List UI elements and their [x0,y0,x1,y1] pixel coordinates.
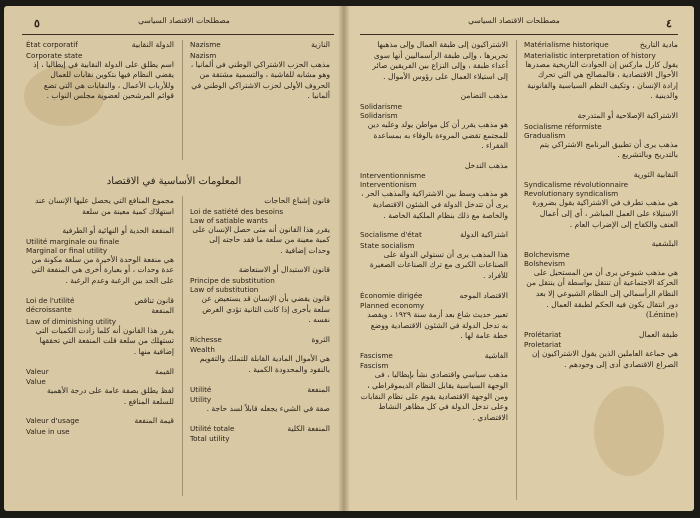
english-term: State socialism [360,240,415,250]
arabic-definition: هو مذهب يقرر أن كل مواطن يولد وعليه دين للمجتمع تقضي المروءة بالوفاء به بمساعدة الفقراء . [367,119,508,151]
entry [190,196,330,256]
french-term: Utilité totale [190,423,235,433]
arabic-term: الاشتراكية الإصلاحية أو المتدرجة [577,110,678,120]
entry [524,239,678,321]
entry [26,367,174,408]
arabic-definition: يقرر هذا القانون أنه متى حصل الإنسان على كمية معينة من سلعة ما فقد حاجته إلى وحدات إضافية . [192,224,330,255]
french-term: Socialisme réformiste [524,121,602,131]
arabic-term: المنفعة [307,384,330,394]
entry [360,291,508,342]
english-term: Fascism [360,361,389,371]
left-page [4,6,344,511]
english-term: Law of substitution [190,284,259,294]
column-divider [516,40,517,500]
entry-column-top-left [26,40,174,111]
column-divider [182,196,183,496]
entry [360,161,508,221]
french-term: Bolchevisme [524,249,570,259]
entry [190,40,330,102]
english-term: Interventionism [360,180,417,190]
french-term: Richesse [190,334,222,344]
right-page [344,6,694,511]
arabic-definition: هو مذهب وسط بين الاشتراكية والمذهب الحر ، يرى أن تتدخل الدولة في الشئون الاقتصادية والخاصة مع ذلك بنظام الملكية الخاصة . [360,189,508,220]
arabic-definition: تعبير حديث شاع بعد أزمة سنة ١٩٢٩ ، ويقصد به تدخل الدولة في الشئون الاقتصادية ووضع خطة عامة لها . [367,310,508,341]
header-rule [360,34,678,35]
arabic-term: الفاشية [484,350,508,360]
arabic-definition: اسم يطلق على الدولة النقابية في إيطاليا ، إذ يقضي النظام فيها بتكوين نقابات للعمال وللأرباب الأعمال ، والنقابات هي التي تضع قوائم المرشحين لعضوية مجلس النواب . [33,59,174,101]
entry [524,40,678,102]
entry-column-top-right [190,40,330,111]
english-term: Solidarism [360,110,398,120]
arabic-term: مادية التاريخ [639,40,678,49]
entry [524,170,678,230]
entry-column-right [524,40,678,379]
french-term: Principe de substitution [190,275,275,285]
french-term: État corporatif [26,40,78,49]
entry [524,111,678,161]
arabic-term: اشتراكية الدولة [460,230,508,240]
english-term: Revolutionary syndicalism [524,189,619,199]
entry [360,91,508,151]
entry [26,196,174,217]
english-term: Total utility [190,434,230,444]
arabic-term: القيمة [154,366,174,376]
arabic-term: الثروة [311,334,330,344]
arabic-term: قيمة المنفعة [134,416,174,426]
book-gutter [338,6,350,511]
french-term: Prolétariat [524,329,562,339]
entry [190,265,330,325]
entry [26,226,174,286]
arabic-definition: لفظ يطلق بصفة عامة على درجة الأهمية للسلعة المنافع . [46,386,174,406]
french-term: Fascisme [360,350,393,360]
section-title: المعلومات الأساسية في الاقتصاد [106,176,242,187]
arabic-term: قانون تناقص المنفعة [134,295,174,316]
page-number: ٤ [666,17,672,30]
french-term: Économie dirigée [360,290,423,300]
english-term: Value [26,377,46,387]
entry-column-left [360,40,508,432]
arabic-definition: مذهب سياسي واقتصادي نشأ بإيطاليا ، فى الوجهة السياسية يقابل النظام الديموقراطي ، ومن الوجهة الاقتصادية يقوم على نظام النقابات وعلى تدخل الدولة في كل مظاهر النشاط الاقتصادي . [360,370,508,422]
entry [190,335,330,376]
french-term: Loi de l'utilité décroissante [26,295,75,314]
header-rule [22,34,334,35]
french-term: Matérialisme historique [524,40,609,49]
arabic-term: النازية [311,40,330,49]
french-term: Socialisme d'état [360,230,422,240]
french-term: Interventionnisme [360,171,426,181]
arabic-definition: الاشتراكيون إلى طبقة العمال وإلى مذهبها تحريرها ، وإلى طبقة الرأسماليين أنها سوى أعداء طبقة ، وإلى النزاع بين الفريقين صائر إلى استيلاء العمال على رؤوس الأموال . [372,40,508,81]
english-term: Materialistic interpretation of history [524,50,656,60]
arabic-term: طبقة العمال [639,329,678,339]
arabic-definition: صفة في الشيء يجعله قابلاً لسد حاجة . [206,404,330,414]
english-term: Value in use [26,426,70,436]
arabic-term: قانون إشباع الحاجات [264,196,330,205]
arabic-term: المنفعة الحدية أو النهائية أو الطرفية [62,226,174,236]
arabic-definition: قانون يقضي بأن الإنسان قد يستعيض عن سلعة بأخرى إذا كانت الثانية تؤدي الغرض نفسه . [201,293,330,325]
entry [26,416,174,436]
entry [360,351,508,424]
french-term: Syndicalisme révolutionnaire [524,180,629,190]
entry [524,330,678,371]
arabic-definition: مجموع المنافع التي يحصل عليها الإنسان عند استهلاك كمية معينة من سلعة [35,196,174,216]
arabic-term: الاقتصاد الموجه [459,290,508,300]
arabic-definition: هي منفعة الوحدة الأخيرة من سلعة مكونة من عدة وحدات ، أو بعبارة أخرى هي المنفعة التي على الحد بين الرغبة وعدم الرغبة . [31,254,174,285]
page-header: مصطلحات الاقتصاد السياسي [138,16,230,25]
entry [190,424,330,444]
english-term: Wealth [190,345,215,355]
english-term: Law of satiable wants [190,215,268,225]
arabic-term: قانون الاستبدال أو الاستعاضة [238,265,330,275]
page-header: مصطلحات الاقتصاد السياسي [468,16,560,25]
page-number: ٥ [34,17,40,30]
arabic-definition: مذهب الحزب الاشتراكي الوطني في ألمانيا ، وهو مشابه للفاشية ، والتسمية مشتقة من الحروف الأولى لحزب الاشتراكي الوطني في ألمانيا . [190,59,330,101]
arabic-term: مذهب التدخل [464,160,508,170]
french-term: Loi de satiété des besoins [190,206,284,216]
french-term: Nazisme [190,40,221,49]
arabic-term: الدولة النقابية [131,40,174,49]
english-term: Planned economy [360,301,425,311]
arabic-definition: هي الأموال المادية القابلة للتملك والتقويم بالنقود والمحدودة الكمية . [199,354,330,374]
entry-column-bottom-right [190,196,330,452]
arabic-definition: هي جماعة العاملين الذين يقول الاشتراكيون إن الصراع الاقتصادي أدى إلى وجودهم . [531,349,678,369]
arabic-term: البلشفية [651,239,678,249]
french-term: Solidarisme [360,101,403,111]
arabic-term: النقابية الثورية [633,169,678,179]
arabic-definition: هي مذهب شيوعي يرى أن من المستحيل على الحركة الاجتماعية أن تنتقل بواسطة أن ينتقل من النظام الرأسمالي إلى النظام الشيوعي إلا بعد دور انتقال يكون فيه الحكم لطبقة العمال . (Lénine) [526,267,678,320]
entry [190,385,330,415]
english-term: Corporate state [26,50,83,60]
french-term: Valeur [26,366,49,376]
arabic-definition: هي مذهب تطرف في الاشتراكية يقول بضرورة الاستيلاء على العمل المباشر ، أي إلى أعمال العنف والكفاح إلى الإضراب العام . [532,198,678,229]
english-term: Bolshevism [524,258,566,268]
paper-stain [594,386,664,476]
french-term: Utilité [190,384,212,394]
arabic-definition: هذا المذهب يرى أن تستولي الدولة على الصناعات الكبرى مع ترك الصناعات الصغيرة للأفراد . [369,249,508,280]
entry-column-bottom-left [26,196,174,445]
entry [360,230,508,281]
arabic-definition: يقول كارل ماركس إن الحوادث التاريخية مصدرها الأحوال الاقتصادية ، فالمصالح هي التي تحرك إرادة الإنسان ، وتكيف النظم السياسية والقانونية والدينية . [525,59,678,101]
english-term: Proletariat [524,340,562,350]
english-term: Marginal or final utility [26,245,108,255]
column-divider [182,40,183,160]
english-term: Utility [190,395,212,405]
arabic-definition: يقرر هذا القانون أنه كلما زادت الكميات التي تستهلك من سلعة قلت المنفعة التي تحققها إضافية منها . [35,325,174,356]
french-term: Utilité marginale ou finale [26,236,120,246]
arabic-term: المنفعة الكلية [287,423,330,433]
english-term: Gradualism [524,130,566,140]
french-term: Valeur d'usage [26,416,80,426]
entry [26,296,174,358]
arabic-term: مذهب التضامن [460,91,508,101]
english-term: Law of diminishing utility [26,316,117,326]
english-term: Nazism [190,50,217,60]
arabic-definition: مذهب يرى أن تطبيق البرنامج الاشتراكي يتم بالتدريج وبالتشريع . [539,139,678,160]
entry [360,40,508,82]
entry [26,40,174,102]
